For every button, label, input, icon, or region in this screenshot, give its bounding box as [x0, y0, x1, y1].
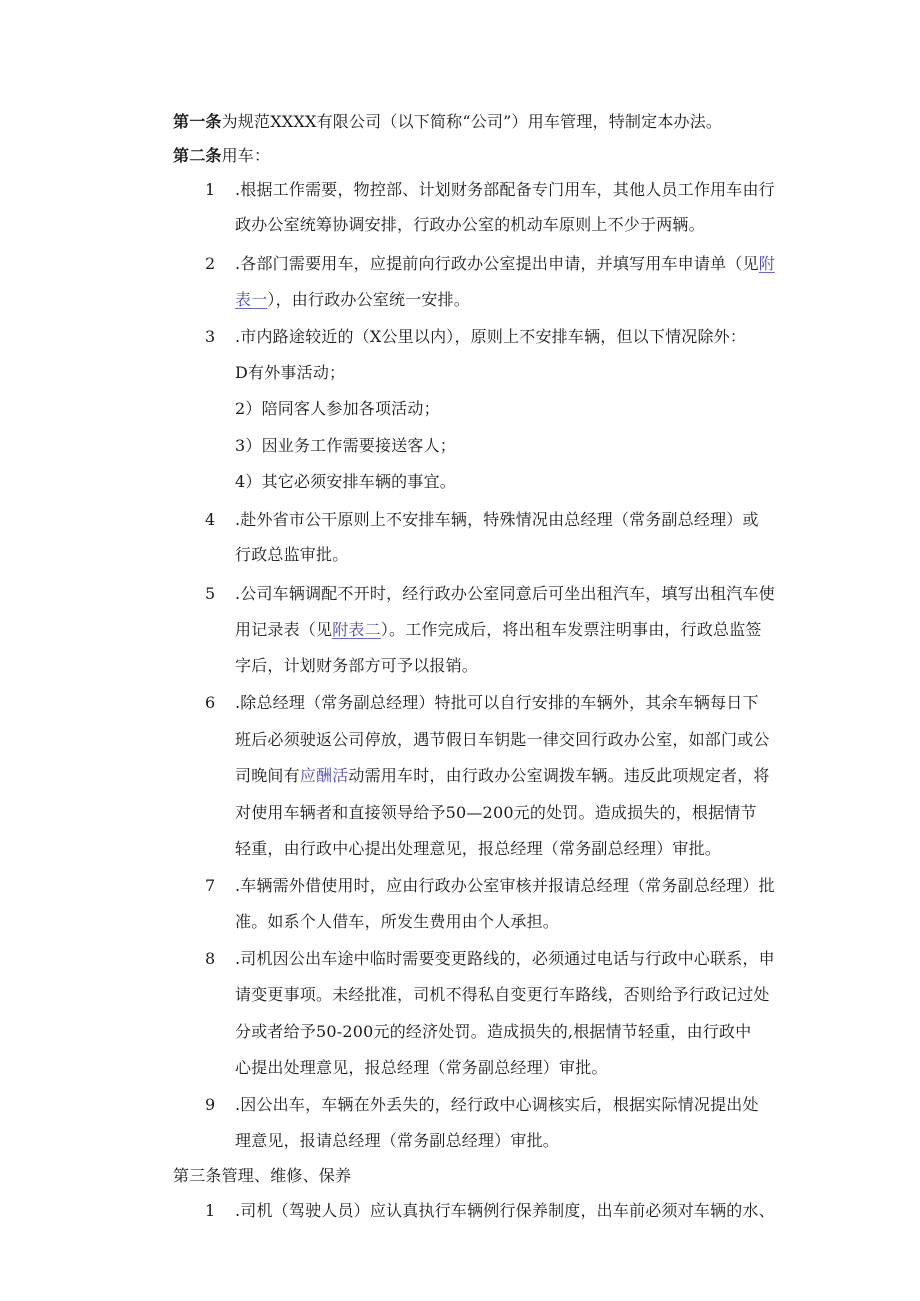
item-continuation	[235, 985, 770, 1005]
item-text: 理意见，报请总经理（常务副总经理）审批。	[235, 1131, 560, 1150]
item-text: 对使用车辆者和直接领导给予50—200元的处罚。造成损失的，根据情节	[235, 803, 757, 822]
article-3	[173, 1166, 351, 1186]
item-continuation	[235, 620, 762, 640]
list-item	[205, 876, 775, 896]
item-continuation	[235, 215, 705, 235]
item-text: 行政总监审批。	[235, 545, 349, 564]
sub-item-text: D有外事活动；	[235, 363, 346, 382]
article-1-text: 为规范XXXX有限公司（以下简称“公司”）用车管理，特制定本办法。	[221, 112, 723, 131]
item-number: 1	[205, 1201, 216, 1220]
item-continuation	[235, 912, 559, 932]
item-text: .赴外省市公干原则上不安排车辆，特殊情况由总经理（常务副总经理）或	[235, 510, 759, 529]
item-text: ），由行政办公室统一安排。	[267, 290, 471, 309]
item-text: 轻重，由行政中心提出处理意见，报总经理（常务副总经理）审批。	[235, 839, 722, 858]
item-text: .车辆需外借使用时，应由行政办公室审核并报请总经理（常务副总经理）批	[235, 876, 775, 895]
item-number: 3	[205, 327, 216, 346]
item-text: ）。工作完成后，将出租车发票注明事由，行政总监签	[380, 620, 762, 639]
sub-item	[235, 363, 345, 383]
item-continuation	[235, 1022, 751, 1042]
attachment-1-link[interactable]: 表一	[235, 290, 268, 309]
item-text: .除总经理（常务副总经理）特批可以自行安排的车辆外，其余车辆每日下	[235, 693, 759, 712]
sub-item-text: 3）因业务工作需要接送客人；	[235, 436, 456, 455]
item-continuation	[235, 1058, 608, 1078]
item-number: 2	[205, 254, 216, 273]
sub-item	[235, 472, 456, 492]
item-number: 7	[205, 876, 216, 895]
item-text: .因公出车，车辆在外丢失的，经行政中心调核实后，根据实际情况提出处	[235, 1095, 759, 1114]
item-continuation	[235, 290, 470, 310]
sub-item	[235, 399, 440, 419]
item-text: 政办公室统筹协调安排，行政办公室的机动车原则上不少于两辆。	[235, 215, 705, 234]
item-number: 8	[205, 949, 216, 968]
item-number: 6	[205, 693, 216, 712]
item-text: 司晚间有	[235, 766, 300, 785]
item-text: .公司车辆调配不开时，经行政办公室同意后可坐出租汽车，填写出租汽车使	[235, 584, 775, 603]
item-continuation	[235, 839, 721, 859]
item-text: .根据工作需要，物控部、计划财务部配备专门用车，其他人员工作用车由行	[235, 180, 775, 199]
item-text: 用记录表（见	[235, 620, 333, 639]
item-text: .各部门需要用车，应提前向行政办公室提出申请，并填写用车申请单（见	[235, 254, 759, 273]
item-text: 准。如系个人借车，所发生费用由个人承担。	[235, 912, 560, 931]
list-item	[205, 584, 775, 604]
list-item	[205, 510, 759, 530]
item-text: 分或者给予50-200元的经济处罚。造成损失的,根据情节轻重，由行政中	[235, 1022, 752, 1041]
list-item	[205, 949, 775, 969]
article-3-title: 第三条管理、维修、保养	[173, 1166, 352, 1185]
sub-item	[235, 436, 456, 456]
item-text: .司机因公出车途中临时需要变更路线的，必须通过电话与行政中心联系，申	[235, 949, 775, 968]
item-continuation	[235, 766, 770, 786]
item-number: 9	[205, 1095, 216, 1114]
article-2-title: 第二条	[173, 146, 222, 165]
item-continuation	[235, 1131, 559, 1151]
list-item	[205, 327, 746, 347]
list-item	[205, 1095, 759, 1115]
item-continuation	[235, 545, 348, 565]
article-2	[173, 146, 270, 166]
article-2-text: 用车：	[221, 146, 271, 165]
item-text: 动需用车时，由行政办公室调拨车辆。违反此项规定者，将	[348, 766, 770, 785]
attachment-1-link[interactable]: 附	[758, 254, 775, 273]
attachment-2-link[interactable]: 附表二	[332, 620, 381, 639]
sub-item-text: 4）其它必须安排车辆的事宜。	[235, 472, 456, 491]
item-number: 1	[205, 180, 216, 199]
list-item	[205, 180, 775, 200]
item-continuation	[235, 803, 757, 823]
item-continuation	[235, 730, 770, 750]
list-item	[205, 693, 759, 713]
item-number: 5	[205, 584, 216, 603]
article-1-title: 第一条	[173, 112, 222, 131]
item-text: 字后，计划财务部方可予以报销。	[235, 656, 479, 675]
article-1	[173, 112, 722, 132]
item-text: .司机（驾驶人员）应认真执行车辆例行保养制度，出车前必须对车辆的水、	[235, 1201, 775, 1220]
item-text: 班后必须驶返公司停放，遇节假日车钥匙一律交回行政办公室，如部门或公	[235, 730, 770, 749]
list-item	[205, 1201, 775, 1221]
item-text: .市内路途较近的（X公里以内），原则上不安排车辆，但以下情况除外：	[235, 327, 747, 346]
list-item	[205, 254, 775, 274]
highlighted-text: 应酬活	[299, 766, 349, 785]
item-continuation	[235, 656, 478, 676]
item-text: 心提出处理意见，报总经理（常务副总经理）审批。	[235, 1058, 608, 1077]
sub-item-text: 2）陪同客人参加各项活动；	[235, 399, 440, 418]
item-text: 请变更事项。未经批准，司机不得私自变更行车路线，否则给予行政记过处	[235, 985, 770, 1004]
item-number: 4	[205, 510, 216, 529]
